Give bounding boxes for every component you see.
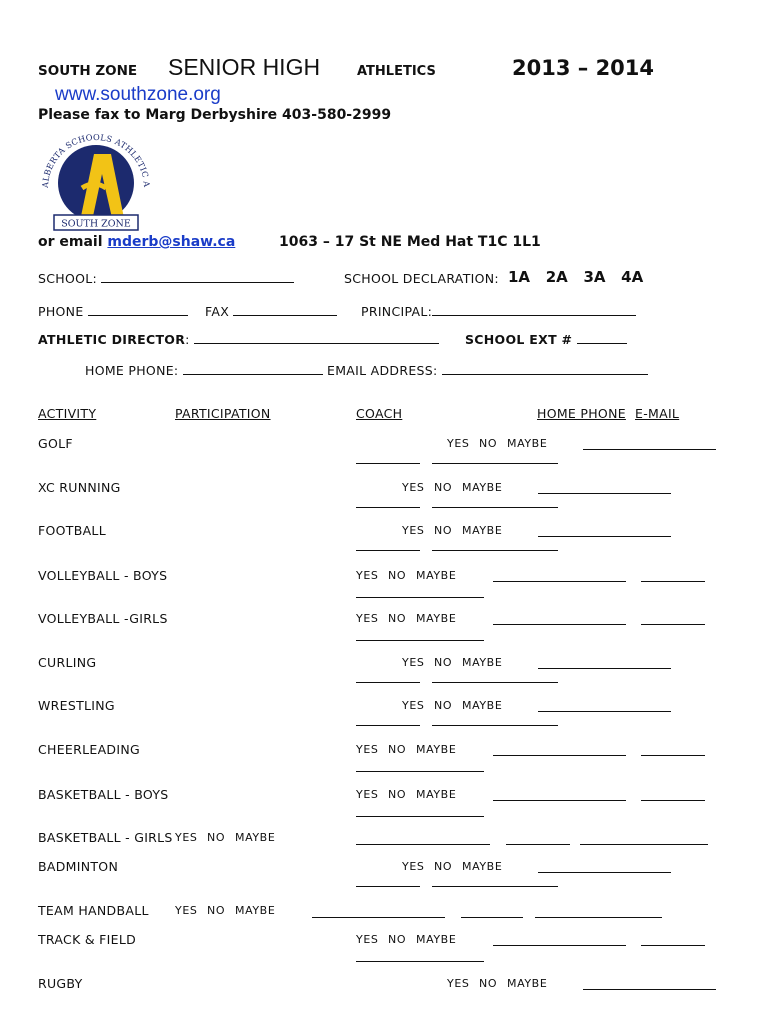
football-yes-option[interactable]: YES bbox=[402, 524, 425, 537]
cheerleading-no-option[interactable]: NO bbox=[388, 743, 407, 756]
home-phone-row bbox=[85, 363, 323, 378]
team-handball-field-3[interactable] bbox=[535, 917, 662, 918]
golf-phone-field[interactable] bbox=[356, 463, 420, 464]
basketball-boys-coach-field[interactable] bbox=[493, 800, 626, 801]
volleyball-girls-no-option[interactable]: NO bbox=[388, 612, 407, 625]
col-home-phone: HOME PHONE bbox=[537, 406, 626, 421]
badminton-no-option[interactable]: NO bbox=[434, 860, 453, 873]
football-coach-field[interactable] bbox=[538, 536, 671, 537]
fax-field[interactable] bbox=[233, 315, 337, 316]
badminton-coach-field[interactable] bbox=[538, 872, 671, 873]
rugby-yes-option[interactable]: YES bbox=[447, 977, 470, 990]
rugby-maybe-option[interactable]: MAYBE bbox=[507, 977, 548, 990]
activity-wrestling: WRESTLING bbox=[38, 698, 115, 713]
football-no-option[interactable]: NO bbox=[434, 524, 453, 537]
team-handball-field-2[interactable] bbox=[461, 917, 523, 918]
volleyball-girls-yes-option[interactable]: YES bbox=[356, 612, 379, 625]
mailing-address: 1063 – 17 St NE Med Hat T1C 1L1 bbox=[279, 234, 541, 250]
activity-curling: CURLING bbox=[38, 655, 97, 670]
school-label: SCHOOL: bbox=[38, 271, 98, 286]
senior-high-title: SENIOR HIGH bbox=[168, 54, 321, 80]
volleyball-boys-no-option[interactable]: NO bbox=[388, 569, 407, 582]
curling-phone-field[interactable] bbox=[356, 682, 420, 683]
asaa-south-zone-logo bbox=[36, 126, 156, 234]
principal-field[interactable] bbox=[432, 315, 636, 316]
volleyball-boys-email-field[interactable] bbox=[356, 597, 484, 598]
xc-running-maybe-option[interactable]: MAYBE bbox=[462, 481, 503, 494]
curling-maybe-option[interactable]: MAYBE bbox=[462, 656, 503, 669]
class-options bbox=[508, 268, 643, 286]
football-phone-field[interactable] bbox=[356, 550, 420, 551]
basketball-boys-yes-option[interactable]: YES bbox=[356, 788, 379, 801]
activity-rugby: RUGBY bbox=[38, 976, 83, 991]
south-zone-label: SOUTH ZONE bbox=[38, 63, 138, 79]
track-field-no-option[interactable]: NO bbox=[388, 933, 407, 946]
volleyball-girls-coach-field[interactable] bbox=[493, 624, 626, 625]
basketball-girls-field-2[interactable] bbox=[506, 844, 570, 845]
logo-ring-text: ALBERTA SCHOOLS ATHLETIC A bbox=[39, 131, 153, 189]
wrestling-maybe-option[interactable]: MAYBE bbox=[462, 699, 503, 712]
logo-banner-text: SOUTH ZONE bbox=[61, 218, 131, 230]
school-field[interactable] bbox=[101, 282, 294, 283]
volleyball-boys-yes-option[interactable]: YES bbox=[356, 569, 379, 582]
basketball-boys-phone-field[interactable] bbox=[641, 800, 705, 801]
athletic-director-row bbox=[38, 332, 439, 347]
activity-xc-running: XC RUNNING bbox=[38, 480, 121, 495]
athletic-director-label: ATHLETIC DIRECTOR bbox=[38, 332, 186, 347]
xc-running-email-field[interactable] bbox=[432, 507, 558, 508]
athletic-director-field[interactable] bbox=[194, 343, 439, 344]
team-handball-no-option[interactable]: NO bbox=[207, 904, 226, 917]
fax-label: FAX bbox=[205, 304, 230, 319]
activity-team-handball: TEAM HANDBALL bbox=[38, 903, 149, 918]
season-year: 2013 – 2014 bbox=[512, 56, 655, 80]
activity-football: FOOTBALL bbox=[38, 523, 106, 538]
email-line bbox=[38, 234, 235, 250]
wrestling-coach-field[interactable] bbox=[538, 711, 671, 712]
school-ext-row bbox=[465, 332, 627, 347]
activity-badminton: BADMINTON bbox=[38, 859, 119, 874]
football-email-field[interactable] bbox=[432, 550, 558, 551]
volleyball-boys-maybe-option[interactable]: MAYBE bbox=[416, 569, 457, 582]
track-field-phone-field[interactable] bbox=[641, 945, 705, 946]
team-handball-yes-option[interactable]: YES bbox=[175, 904, 198, 917]
basketball-girls-no-option[interactable]: NO bbox=[207, 831, 226, 844]
activity-track-field: TRACK & FIELD bbox=[38, 932, 137, 947]
activity-golf: GOLF bbox=[38, 436, 73, 451]
golf-no-option[interactable]: NO bbox=[479, 437, 498, 450]
email-address-label: EMAIL ADDRESS: bbox=[327, 363, 438, 378]
basketball-boys-email-field[interactable] bbox=[356, 816, 484, 817]
volleyball-boys-coach-field[interactable] bbox=[493, 581, 626, 582]
school-ext-label: SCHOOL EXT # bbox=[465, 332, 573, 347]
activity-volleyball-boys: VOLLEYBALL - BOYS bbox=[38, 568, 168, 583]
home-phone-field[interactable] bbox=[183, 374, 323, 375]
basketball-girls-yes-option[interactable]: YES bbox=[175, 831, 198, 844]
cheerleading-phone-field[interactable] bbox=[641, 755, 705, 756]
phone-label: PHONE bbox=[38, 304, 84, 319]
fax-row bbox=[205, 304, 337, 319]
basketball-girls-field-1[interactable] bbox=[356, 844, 490, 845]
volleyball-girls-email-field[interactable] bbox=[356, 640, 484, 641]
athletic-director-colon: : bbox=[185, 332, 190, 347]
col-participation: PARTICIPATION bbox=[175, 406, 271, 421]
athletics-label: ATHLETICS bbox=[357, 64, 436, 79]
volleyball-boys-phone-field[interactable] bbox=[641, 581, 705, 582]
col-email: E-MAIL bbox=[635, 406, 680, 421]
cheerleading-email-field[interactable] bbox=[356, 771, 484, 772]
golf-email-field[interactable] bbox=[432, 463, 558, 464]
volleyball-girls-phone-field[interactable] bbox=[641, 624, 705, 625]
activity-basketball-boys: BASKETBALL - BOYS bbox=[38, 787, 169, 802]
activity-cheerleading: CHEERLEADING bbox=[38, 742, 140, 757]
curling-email-field[interactable] bbox=[432, 682, 558, 683]
rugby-no-option[interactable]: NO bbox=[479, 977, 498, 990]
home-phone-label: HOME PHONE: bbox=[85, 363, 179, 378]
track-field-maybe-option[interactable]: MAYBE bbox=[416, 933, 457, 946]
phone-row bbox=[38, 304, 188, 319]
fax-instructions: Please fax to Marg Derbyshire 403-580-2999 bbox=[38, 107, 392, 123]
email-prefix: or email bbox=[38, 234, 103, 250]
school-ext-field[interactable] bbox=[577, 343, 627, 344]
badminton-phone-field[interactable] bbox=[356, 886, 420, 887]
school-row bbox=[38, 271, 294, 286]
golf-yes-option[interactable]: YES bbox=[447, 437, 470, 450]
xc-running-phone-field[interactable] bbox=[356, 507, 420, 508]
activity-basketball-girls: BASKETBALL - GIRLS bbox=[38, 830, 173, 845]
email-address-row bbox=[327, 363, 648, 378]
golf-maybe-option[interactable]: MAYBE bbox=[507, 437, 548, 450]
track-field-email-field[interactable] bbox=[356, 961, 484, 962]
badminton-yes-option[interactable]: YES bbox=[402, 860, 425, 873]
curling-no-option[interactable]: NO bbox=[434, 656, 453, 669]
xc-running-no-option[interactable]: NO bbox=[434, 481, 453, 494]
col-activity: ACTIVITY bbox=[38, 406, 97, 421]
cheerleading-maybe-option[interactable]: MAYBE bbox=[416, 743, 457, 756]
basketball-boys-no-option[interactable]: NO bbox=[388, 788, 407, 801]
class-4a[interactable]: 4A bbox=[621, 268, 644, 286]
curling-yes-option[interactable]: YES bbox=[402, 656, 425, 669]
team-handball-maybe-option[interactable]: MAYBE bbox=[235, 904, 276, 917]
principal-label: PRINCIPAL: bbox=[361, 304, 433, 319]
xc-running-yes-option[interactable]: YES bbox=[402, 481, 425, 494]
wrestling-phone-field[interactable] bbox=[356, 725, 420, 726]
website-link[interactable]: www.southzone.org bbox=[55, 84, 221, 105]
class-1a[interactable]: 1A bbox=[508, 268, 531, 286]
class-2a[interactable]: 2A bbox=[545, 268, 568, 286]
football-maybe-option[interactable]: MAYBE bbox=[462, 524, 503, 537]
phone-field[interactable] bbox=[88, 315, 188, 316]
badminton-email-field[interactable] bbox=[432, 886, 558, 887]
cheerleading-coach-field[interactable] bbox=[493, 755, 626, 756]
principal-row bbox=[361, 304, 636, 319]
school-declaration-label: SCHOOL DECLARATION: bbox=[344, 271, 499, 286]
track-field-coach-field[interactable] bbox=[493, 945, 626, 946]
class-3a[interactable]: 3A bbox=[583, 268, 606, 286]
track-field-yes-option[interactable]: YES bbox=[356, 933, 379, 946]
basketball-girls-field-3[interactable] bbox=[580, 844, 708, 845]
volleyball-girls-maybe-option[interactable]: MAYBE bbox=[416, 612, 457, 625]
cheerleading-yes-option[interactable]: YES bbox=[356, 743, 379, 756]
col-coach: COACH bbox=[356, 406, 403, 421]
email-address-field[interactable] bbox=[442, 374, 648, 375]
xc-running-coach-field[interactable] bbox=[538, 493, 671, 494]
basketball-girls-maybe-option[interactable]: MAYBE bbox=[235, 831, 276, 844]
basketball-boys-maybe-option[interactable]: MAYBE bbox=[416, 788, 457, 801]
curling-coach-field[interactable] bbox=[538, 668, 671, 669]
golf-coach-field[interactable] bbox=[583, 449, 716, 450]
wrestling-email-field[interactable] bbox=[432, 725, 558, 726]
team-handball-field-1[interactable] bbox=[312, 917, 445, 918]
wrestling-yes-option[interactable]: YES bbox=[402, 699, 425, 712]
badminton-maybe-option[interactable]: MAYBE bbox=[462, 860, 503, 873]
wrestling-no-option[interactable]: NO bbox=[434, 699, 453, 712]
email-link[interactable]: mderb@shaw.ca bbox=[107, 234, 236, 250]
rugby-coach-field[interactable] bbox=[583, 989, 716, 990]
activity-volleyball-girls: VOLLEYBALL -GIRLS bbox=[38, 611, 168, 626]
